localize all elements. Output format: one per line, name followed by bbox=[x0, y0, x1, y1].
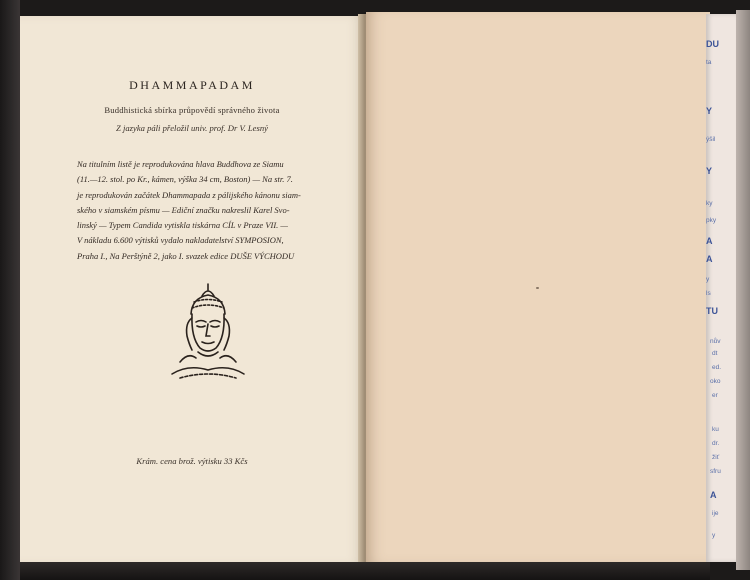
colophon-line: V nákladu 6.600 výtisků vydalo nakladatelství SYMPOSION, bbox=[77, 235, 284, 246]
colophon-line: ského v siamském písmu — Ediční značku nakreslil Karel Svo- bbox=[77, 204, 290, 215]
book-title: DHAMMAPADAM bbox=[129, 78, 255, 92]
back-fragment: ta bbox=[706, 59, 712, 66]
translator-credit: Z jazyka páli přeložil univ. prof. Dr V. Lesný bbox=[116, 123, 268, 133]
back-fragment: nův bbox=[710, 338, 721, 345]
back-fragment: A bbox=[710, 490, 717, 500]
buddha-head-emblem-icon bbox=[158, 278, 258, 388]
back-fragment: ky bbox=[706, 200, 713, 207]
colophon-line: Na titulním listě je reprodukována hlava Buddhova ze Siamu bbox=[77, 159, 284, 169]
back-fragment: pky bbox=[706, 217, 717, 224]
left-page bbox=[20, 16, 364, 564]
back-fragment: ije bbox=[712, 510, 719, 517]
colophon-line: je reprodukován začátek Dhammapada z pálijského kánonu siam- bbox=[77, 189, 301, 200]
back-fragment: Y bbox=[706, 106, 713, 116]
back-fragment: dr. bbox=[712, 440, 720, 447]
back-fragment: A bbox=[706, 254, 713, 264]
back-page-edge bbox=[706, 14, 736, 562]
back-fragment: ýšil bbox=[706, 136, 716, 143]
back-fragment: er bbox=[712, 392, 718, 399]
back-fragment: A bbox=[706, 236, 713, 246]
colophon-line: (11.—12. stol. po Kr., kámen, výška 34 cm, Boston) — Na str. 7. bbox=[77, 174, 293, 185]
cover-board-right bbox=[736, 10, 750, 570]
price-line: Krám. cena brož. výtisku 33 Kčs bbox=[136, 456, 248, 466]
back-fragment: oko bbox=[710, 378, 721, 385]
colophon-line: Praha I., Na Perštýně 2, jako I. svazek edice DUŠE VÝCHODU bbox=[77, 250, 295, 261]
back-fragment: TU bbox=[706, 306, 718, 316]
table-surface-bottom bbox=[20, 562, 710, 580]
back-fragment: ku bbox=[712, 426, 719, 433]
back-fragment: ed. bbox=[712, 364, 722, 371]
back-fragment: DU bbox=[706, 39, 719, 49]
colophon-paragraph bbox=[77, 157, 339, 264]
back-fragment: dt bbox=[712, 350, 718, 357]
back-fragment: Y bbox=[706, 166, 713, 176]
back-fragment: y bbox=[712, 532, 716, 539]
back-fragment: y bbox=[706, 276, 710, 283]
colophon-line: linský — Typem Candida vytiskla tiskárna CÍL v Praze VII. — bbox=[77, 220, 288, 231]
book-subtitle: Buddhistická sbírka průpovědí správného života bbox=[104, 105, 280, 115]
back-fragment: sfru bbox=[710, 468, 721, 475]
back-fragment: žiť bbox=[712, 454, 720, 461]
back-fragment: ls bbox=[706, 290, 711, 297]
cover-board-left bbox=[0, 0, 20, 580]
